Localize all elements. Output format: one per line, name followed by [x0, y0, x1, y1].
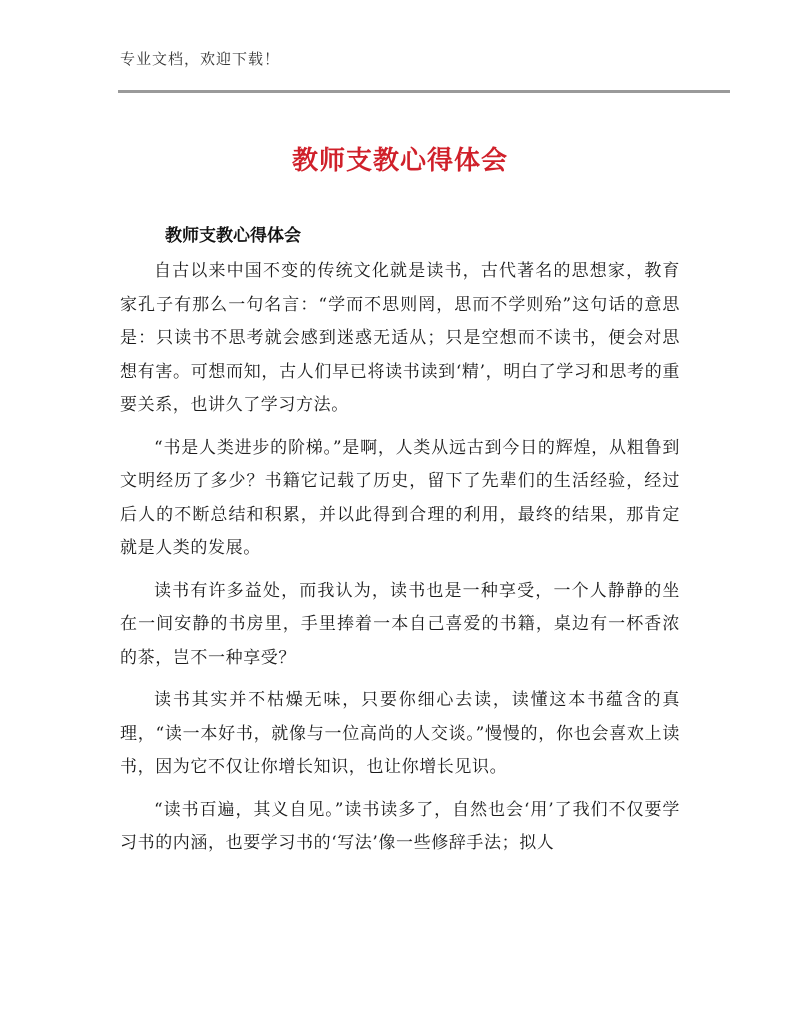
header-divider — [118, 90, 730, 93]
paragraph-2: “书是人类进步的阶梯。”是啊，人类从远古到今日的辉煌，从粗鲁到文明经历了多少？书籍它记载了历史，留下了先辈们的生活经验，经过后人的不断总结和积累，并以此得到合理的利用，最终的结果，那肯定就是人类的发展。 — [120, 437, 680, 558]
paragraph-3: 读书有许多益处，而我认为，读书也是一种享受，一个人静静的坐在一间安静的书房里，手里捧着一本自己喜爱的书籍，桌边有一杯香浓的茶，岂不一种享受？ — [120, 580, 680, 668]
document-body — [120, 255, 680, 870]
document-subtitle: 教师支教心得体会 — [165, 226, 301, 246]
document-title: 教师支教心得体会 — [291, 146, 508, 176]
paragraph-5: “读书百遍，其义自见。”读书读多了，自然也会‘用’了我们不仅要学习书的内涵，也要学习书的‘写法’像一些修辞手法；拟人 — [120, 799, 680, 853]
paragraph-4: 读书其实并不枯燥无味，只要你细心去读，读懂这本书蕴含的真理，“读一本好书，就像与一位高尚的人交谈。”慢慢的，你也会喜欢上读书，因为它不仅让你增长知识，也让你增长见识。 — [120, 690, 680, 777]
header-note: 专业文档，欢迎下载！ — [120, 50, 281, 68]
paragraph-1: 自古以来中国不变的传统文化就是读书，古代著名的思想家，教育家孔子有那么一句名言：“学而不思则罔，思而不学则殆”这句话的意思是：只读书不思考就会感到迷惑无适从；只是空想而不读书，便会对思想有害。可想而知，古人们早已将读书读到‘精’，明白了学习和思考的重要关系，也讲久了学习方法。 — [120, 261, 680, 415]
